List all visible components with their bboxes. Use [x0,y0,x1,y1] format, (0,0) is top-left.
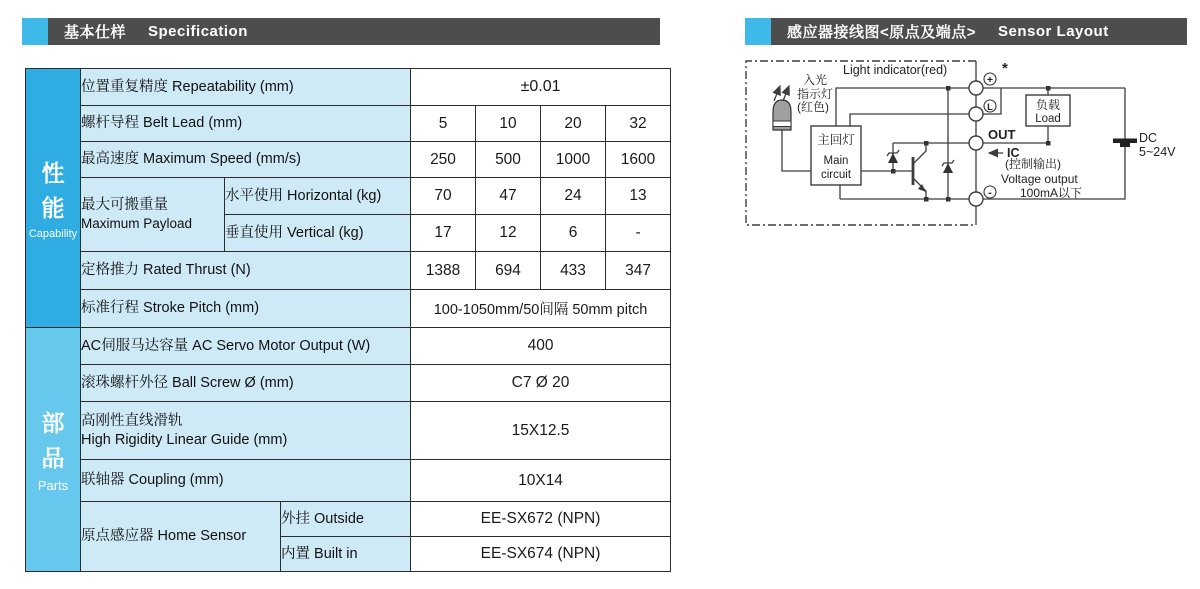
spec-title-en: Specification [148,23,248,40]
emitter-arrow-icon [918,184,926,192]
junction-dot [1046,141,1051,146]
value-ball-screw: C7 Ø 20 [411,365,671,402]
row-label-vertical: 垂直使用 Vertical (kg) [225,215,411,252]
terminal-minus [969,192,983,206]
sensor-header [745,18,1187,45]
sensor-title-en: Sensor Layout [998,23,1109,40]
spec-title-zh: 基本仕样 [64,24,127,41]
row-label-servo-output: AC伺服马达容量 AC Servo Motor Output (W) [81,328,411,365]
table-row [26,290,671,328]
ic-label: IC [1007,146,1020,160]
led-label-zh-1: 入光 [803,73,828,87]
parts-en: Parts [37,478,69,493]
value-horizontal-1: 70 [411,178,476,215]
light-arrow-icon [783,86,789,101]
plus-internal-wire [836,88,969,126]
star-note: * [1002,60,1008,77]
value-thrust-4: 347 [606,252,671,290]
value-max-speed-4: 1600 [606,142,671,178]
row-label-horizontal: 水平使用 Horizontal (kg) [225,178,411,215]
table-row [26,252,671,290]
value-vertical-2: 12 [476,215,541,252]
main-circuit-label-en: Main [823,155,849,167]
led-label-zh-3: (红色) [797,100,829,114]
row-label-home-sensor: 原点感应器 Home Sensor [81,502,281,572]
value-thrust-2: 694 [476,252,541,290]
sidebar-parts [26,328,81,572]
capability-zh-1: 性 [41,160,65,186]
table-row [26,142,671,178]
accent-square [745,18,771,45]
light-indicator-label: Light indicator(red) [843,63,948,77]
control-output-label: (控制输出) [1005,157,1061,171]
spec-header [22,18,660,45]
row-label-built-in: 内置 Built in [281,537,411,572]
row-label-rated-thrust: 定格推力 Rated Thrust (N) [81,252,411,290]
table-row [26,502,671,537]
row-label-stroke-pitch: 标准行程 Stroke Pitch (mm) [81,290,411,328]
value-linear-guide: 15X12.5 [411,402,671,460]
sensor-title-zh: 感应器接线图<原点及端点> [787,24,977,41]
value-max-speed-3: 1000 [541,142,606,178]
row-label-coupling: 联轴器 Coupling (mm) [81,460,411,502]
junction-dot [946,197,951,202]
parts-zh-2: 品 [41,444,65,471]
row-label-outside: 外挂 Outside [281,502,411,537]
table-row [26,365,671,402]
spec-header-bar [48,18,660,45]
linear-guide-label-en: High Rigidity Linear Guide (mm) [81,431,288,448]
value-servo-output: 400 [411,328,671,365]
payload-label-en: Maximum Payload [81,215,193,231]
main-circuit-label-en: circuit [820,169,852,181]
l-internal-wire [850,114,969,126]
value-horizontal-2: 47 [476,178,541,215]
value-horizontal-4: 13 [606,178,671,215]
junction-dot [1046,86,1051,91]
value-thrust-3: 433 [541,252,606,290]
light-arrow-icon [774,86,780,101]
terminal-plus [969,81,983,95]
dc-label: DC [1139,131,1158,145]
led-wire [782,130,811,171]
value-max-speed-2: 500 [476,142,541,178]
row-label-repeatability: 位置重复精度 Repeatability (mm) [81,69,411,106]
junction-dot [924,197,929,202]
junction-dot [946,86,951,91]
transistor-collector [913,143,926,164]
battery-icon [1120,143,1130,147]
zener-diode-icon [888,153,898,163]
load-label-en: Load [1035,113,1061,125]
value-thrust-1: 1388 [411,252,476,290]
table-row [26,460,671,502]
table-row [26,106,671,142]
load-label-zh: 负载 [1035,98,1061,112]
row-label-payload [81,178,225,252]
row-label-max-speed: 最高速度 Maximum Speed (mm/s) [81,142,411,178]
voltage-output-label: Voltage output [1001,172,1078,186]
battery-icon [1113,139,1137,144]
main-circuit-label-zh: 主回灯 [817,133,855,147]
terminal-out [969,136,983,150]
zener-diode-icon [943,163,953,173]
value-coupling: 10X14 [411,460,671,502]
plus-glyph: + [986,74,994,86]
value-horizontal-3: 24 [541,178,606,215]
linear-guide-label-zh: 高刚性直线滑轨 [81,413,183,430]
value-stroke-pitch: 100-1050mm/50间隔 50mm pitch [411,290,671,328]
terminal-l [969,107,983,121]
capability-zh-2: 能 [41,194,65,221]
table-row [26,69,671,106]
accent-square [22,18,48,45]
table-row [26,402,671,460]
led-label-zh-2: 指示灯 [797,87,834,101]
sidebar-capability [26,69,81,328]
value-belt-lead-1: 5 [411,106,476,142]
l-glyph: L [987,102,993,113]
spec-table [25,68,671,572]
value-vertical-4: - [606,215,671,252]
value-belt-lead-2: 10 [476,106,541,142]
wiring-diagram-svg [743,56,1200,240]
sensor-wiring-diagram [743,56,1200,245]
junction-dot [924,141,929,146]
value-max-speed-1: 250 [411,142,476,178]
junction-dot [891,169,896,174]
value-home-sensor-outside: EE-SX672 (NPN) [411,502,671,537]
parts-zh-1: 部 [41,410,65,436]
led-band [773,121,791,127]
minus-internal-wire [840,185,969,199]
value-vertical-3: 6 [541,215,606,252]
minus-glyph: - [988,187,992,199]
value-repeatability: ±0.01 [411,69,671,106]
dc-voltage-label: 5~24V [1139,145,1176,159]
current-limit-label: 100mA以下 [1020,186,1083,200]
row-label-belt-lead: 螺杆导程 Belt Lead (mm) [81,106,411,142]
sensor-header-bar [771,18,1187,45]
value-belt-lead-3: 20 [541,106,606,142]
row-label-linear-guide [81,402,411,460]
value-home-sensor-built-in: EE-SX674 (NPN) [411,537,671,572]
capability-en: Capability [28,228,78,240]
payload-label-zh: 最大可搬重量 [81,197,168,214]
table-row [26,178,671,215]
table-row [26,328,671,365]
row-label-ball-screw: 滚珠螺杆外径 Ball Screw Ø (mm) [81,365,411,402]
value-vertical-1: 17 [411,215,476,252]
value-belt-lead-4: 32 [606,106,671,142]
out-label: OUT [988,127,1016,142]
